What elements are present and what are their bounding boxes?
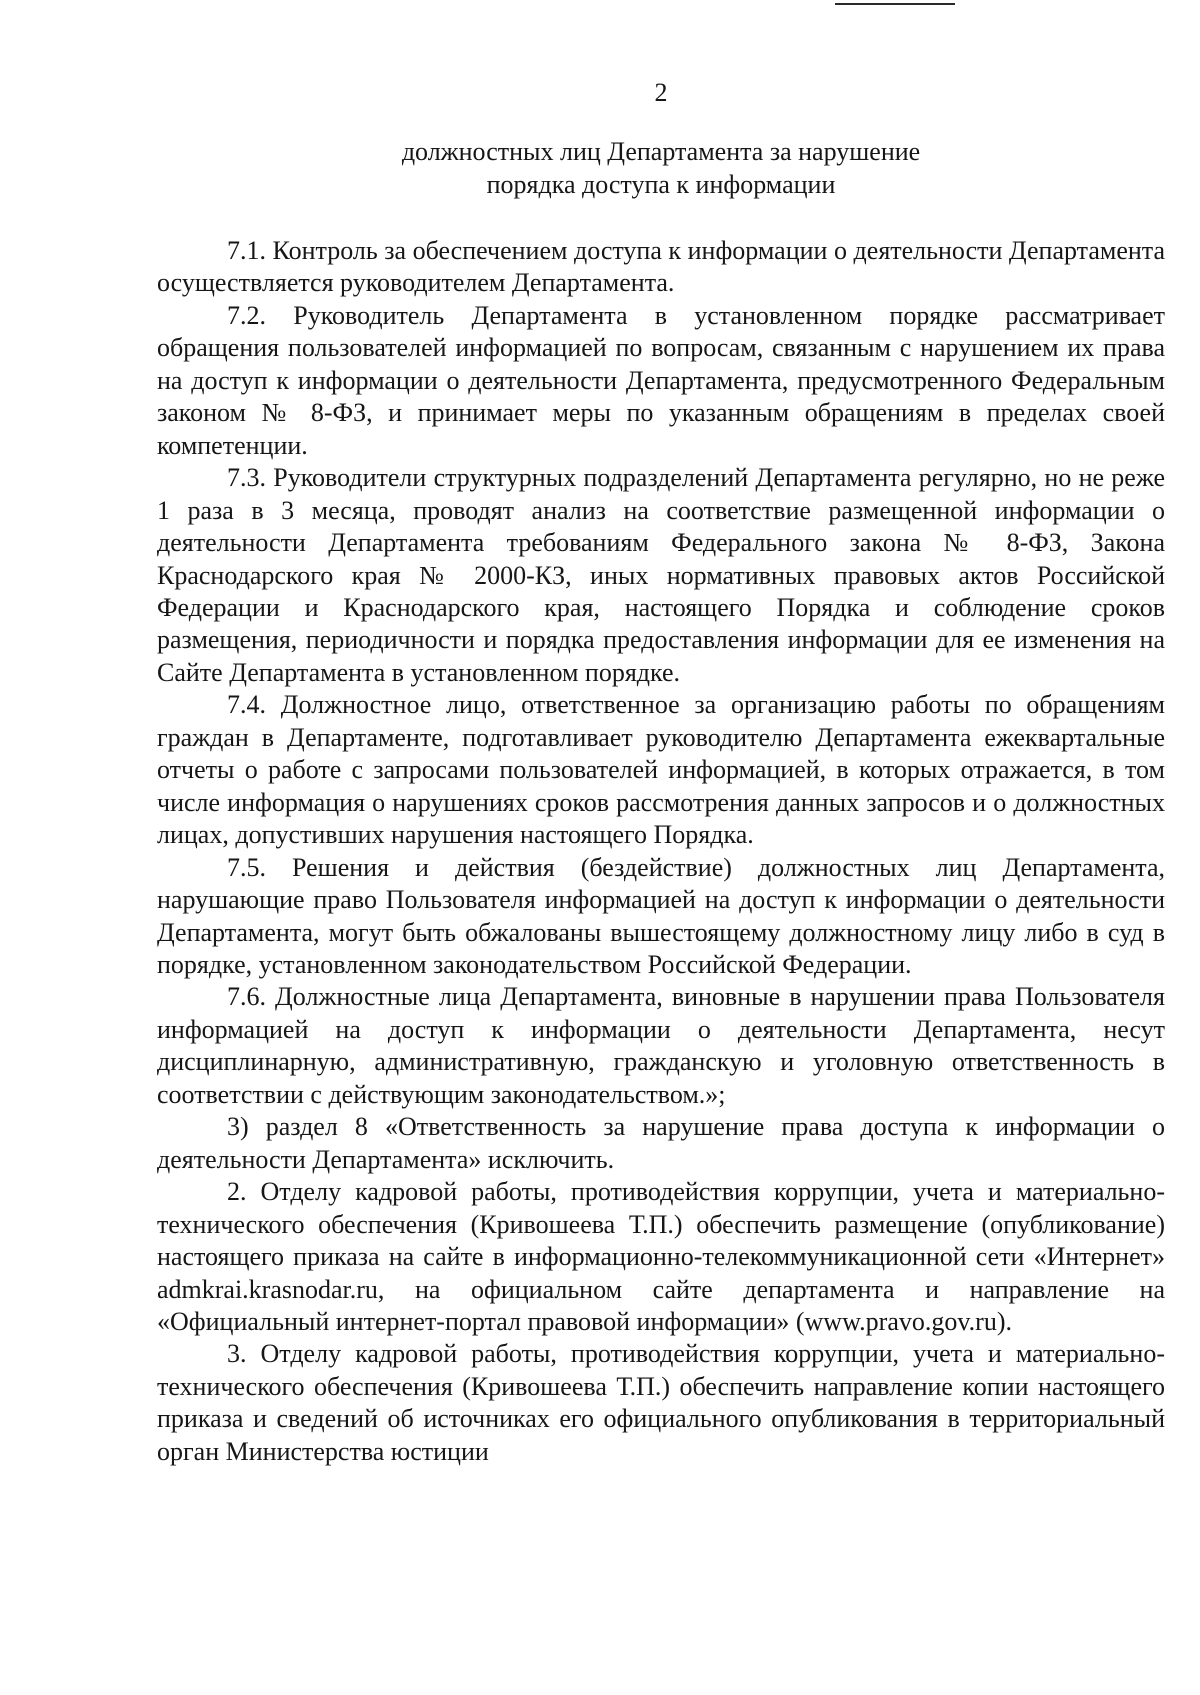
paragraph-7-5: 7.5. Решения и действия (бездействие) должностных лиц Департамента, нарушающие право Пользователя информацией на доступ к информации о деятельности Департамента, могут быть обжалованы вышестоящему должностному лицу либо в суд в порядке, установленном законодательством Российской Федерации. — [157, 852, 1165, 979]
paragraph-7-2: 7.2. Руководитель Департамента в установленном порядке рассматривает обращения пользователей информацией по вопросам, связанным с нарушением их права на доступ к информации о деятельности Департамента, предусмотренного Федеральным законом № 8-ФЗ, и принимает меры по указанным обращениям в пределах своей компетенции. — [157, 300, 1165, 460]
paragraph-7-4: 7.4. Должностное лицо, ответственное за организацию работы по обращениям граждан в Департаменте, подготавливает руководителю Департамента ежеквартальные отчеты о работе с запросами пользователей информацией, в которых отражается, в том числе информация о нарушениях сроков рассмотрения данных запросов и о должностных лицах, допустивших нарушения настоящего Порядка. — [157, 690, 1165, 850]
paragraph-item-2: 2. Отделу кадровой работы, противодействия коррупции, учета и материально-технического обеспечения (Кривошеева Т.П.) обеспечить размещение (опубликование) настоящего приказа на сайте в информационно-телекоммуникационной сети «Интернет» admkrai.krasnodar.ru, на официальном сайте департамента и направление на «Официальный интернет-портал правовой информации» (www.pravo.gov.ru). — [157, 1177, 1165, 1336]
paragraph-7-6: 7.6. Должностные лица Департамента, виновные в нарушении права Пользователя информацией на доступ к информации о деятельности Департамента, несут дисциплинарную, административную, гражданскую и уголовную ответственность в соответствии с действующим законодательством.»; — [157, 982, 1165, 1109]
heading-line: должностных лиц Департамента за нарушение — [401, 137, 921, 166]
section-heading — [0, 135, 1200, 201]
document-body — [157, 235, 1165, 1468]
paragraph-7-3: 7.3. Руководители структурных подразделений Департамента регулярно, но не реже 1 раза в 3 месяца, проводят анализ на соответствие размещенной информации о деятельности Департамента требованиям Федерального закона № 8-ФЗ, Закона Краснодарского края № 2000-КЗ, иных нормативных правовых актов Российской Федерации и Краснодарского края, настоящего Порядка и соблюдение сроков размещения, периодичности и порядка предоставления информации для ее изменения на Сайте Департамента в установленном порядке. — [157, 463, 1165, 687]
top-edge-mark — [835, 3, 955, 5]
heading-line: порядка доступа к информации — [486, 170, 836, 199]
paragraph-item-3: 3. Отделу кадровой работы, противодействия коррупции, учета и материально-технического обеспечения (Кривошеева Т.П.) обеспечить направление копии настоящего приказа и сведений об источниках его официального опубликования в территориальный орган Министерства юстиции — [157, 1339, 1165, 1466]
paragraph-section-8-removal: 3) раздел 8 «Ответственность за нарушение права доступа к информации о деятельности Департамента» исключить. — [157, 1112, 1165, 1174]
paragraph-7-1: 7.1. Контроль за обеспечением доступа к информации о деятельности Департамента осуществляется руководителем Департамента. — [157, 236, 1165, 298]
page-number: 2 — [654, 78, 668, 107]
